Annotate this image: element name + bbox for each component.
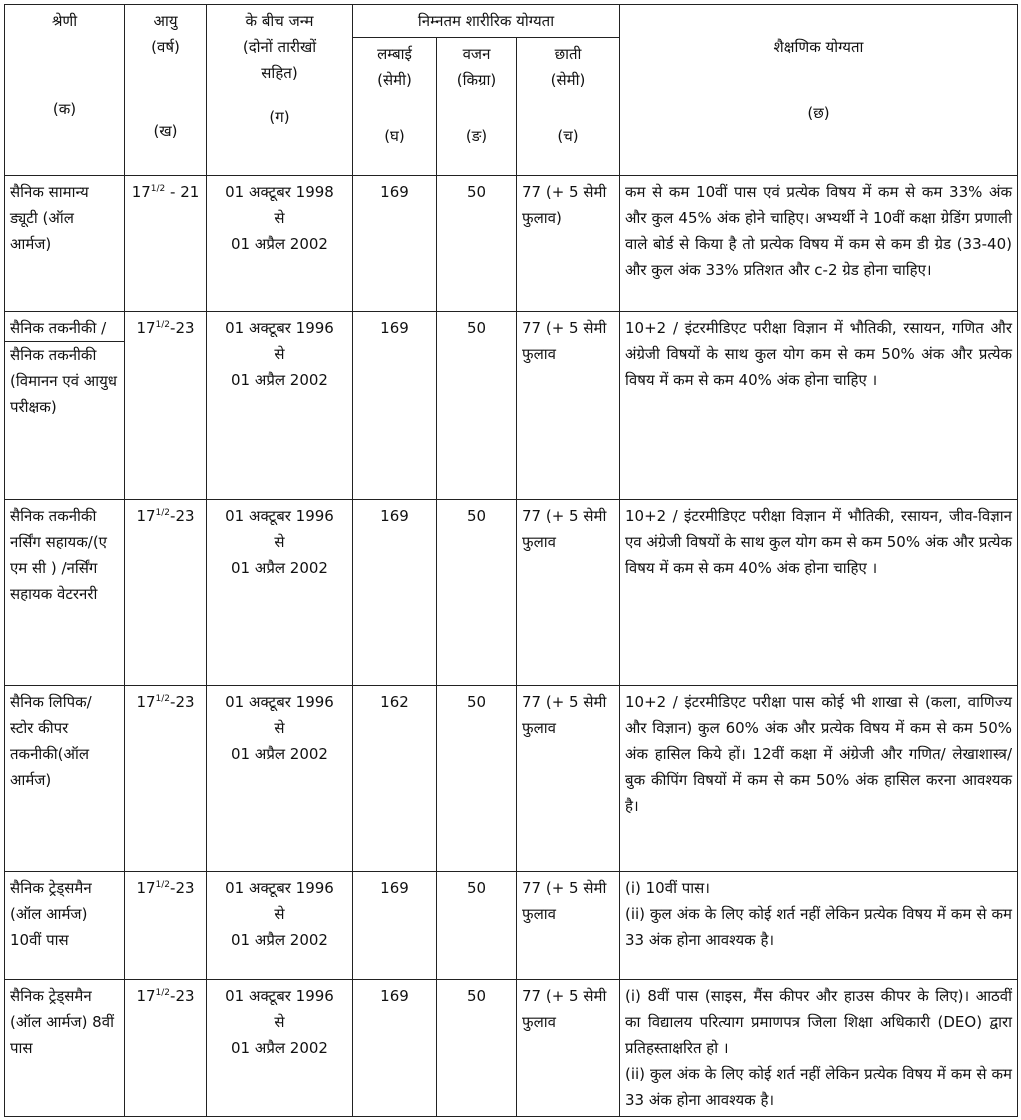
cell-born: 01 अक्टूबर 1996 से 01 अप्रैल 2002	[207, 312, 353, 500]
cell-height: 169	[353, 176, 437, 312]
cell-chest: 77 (+ 5 सेमी फुलाव	[517, 686, 620, 872]
table-row	[5, 176, 1018, 312]
table-row	[5, 312, 1018, 500]
header-weight: वजन (किग्रा) (ङ)	[437, 38, 517, 176]
cell-category: सैनिक सामान्य ड्यूटी (ऑल आर्मज)	[5, 176, 125, 312]
cell-weight: 50	[437, 176, 517, 312]
cell-age: $17^{1/2}-23$	[125, 686, 207, 872]
cell-age: $17^{1/2}-23$	[125, 980, 207, 1117]
cell-chest: 77 (+ 5 सेमी फुलाव	[517, 872, 620, 980]
cell-weight: 50	[437, 980, 517, 1117]
cell-born: 01 अक्टूबर 1996 से 01 अप्रैल 2002	[207, 686, 353, 872]
table-row	[5, 872, 1018, 980]
cell-education: कम से कम 10वीं पास एवं प्रत्येक विषय में कम से कम 33% अंक और कुल 45% अंक होने चाहिए। अभ्यर्थी ने 10वीं कक्षा ग्रेडिंग प्रणाली वाले बोर्ड से किया है तो प्रत्येक विषय में कम से कम डी ग्रेड (33-40) और कुल अंक 33% प्रतिशत और c-2 ग्रेड होना चाहिए।	[620, 176, 1018, 312]
table-row	[5, 500, 1018, 686]
cell-weight: 50	[437, 500, 517, 686]
header-born-between: के बीच जन्म (दोनों तारीखों सहित) (ग)	[207, 5, 353, 176]
cell-weight: 50	[437, 312, 517, 500]
cell-chest: 77 (+ 5 सेमी फुलाव)	[517, 176, 620, 312]
cell-chest: 77 (+ 5 सेमी फुलाव	[517, 500, 620, 686]
table-row	[5, 686, 1018, 872]
cell-age: $17^{1/2}-23$	[125, 312, 207, 500]
cell-education: 10+2 / इंटरमीडिएट परीक्षा पास कोई भी शाखा से (कला, वाणिज्य और विज्ञान) कुल 60% अंक और प्रत्येक विषय में कम से कम 50% अंक हासिल किये हों। 12वीं कक्षा में अंग्रेजी और गणित/ लेखाशास्त्र/ बुक कीपिंग विषयों में कम से कम 50% अंक हासिल करना आवश्यक है।	[620, 686, 1018, 872]
cell-education: 10+2 / इंटरमीडिएट परीक्षा विज्ञान में भौतिकी, रसायन, जीव-विज्ञान एव अंग्रेजी विषयों के साथ कुल योग कम से कम 50% अंक और प्रत्येक विषय में कम से कम 40% अंक होना चाहिए ।	[620, 500, 1018, 686]
cell-weight: 50	[437, 872, 517, 980]
cell-category: सैनिक तकनीकी नर्सिंग सहायक/(ए एम सी ) /नर्सिंग सहायक वेटरनरी	[5, 500, 125, 686]
cell-category: सैनिक ट्रेड्समैन (ऑल आर्मज) 10वीं पास	[5, 872, 125, 980]
header-height: लम्बाई (सेमी) (घ)	[353, 38, 437, 176]
table-row	[5, 980, 1018, 1117]
cell-chest: 77 (+ 5 सेमी फुलाव	[517, 980, 620, 1117]
cell-age: $17^{1/2} - 21$	[125, 176, 207, 312]
cell-age: $17^{1/2}-23$	[125, 500, 207, 686]
cell-category: सैनिक लिपिक/ स्टोर कीपर तकनीकी(ऑल आर्मज)	[5, 686, 125, 872]
eligibility-table	[4, 4, 1018, 1117]
cell-age: $17^{1/2}-23$	[125, 872, 207, 980]
cell-born: 01 अक्टूबर 1996 से 01 अप्रैल 2002	[207, 500, 353, 686]
cell-born: 01 अक्टूबर 1996 से 01 अप्रैल 2002	[207, 980, 353, 1117]
cell-born: 01 अक्टूबर 1998 से 01 अप्रैल 2002	[207, 176, 353, 312]
header-physical: निम्नतम शारीरिक योग्यता	[353, 5, 620, 38]
cell-born: 01 अक्टूबर 1996 से 01 अप्रैल 2002	[207, 872, 353, 980]
cell-chest: 77 (+ 5 सेमी फुलाव	[517, 312, 620, 500]
cell-education: 10+2 / इंटरमीडिएट परीक्षा विज्ञान में भौतिकी, रसायन, गणित और अंग्रेजी विषयों के साथ कुल योग कम से कम 50% अंक और प्रत्येक विषय में कम से कम 40% अंक होना चाहिए ।	[620, 312, 1018, 500]
header-age: आयु (वर्ष) (ख)	[125, 5, 207, 176]
cell-category: सैनिक ट्रेड्समैन (ऑल आर्मज) 8वीं पास	[5, 980, 125, 1117]
header-chest: छाती (सेमी) (च)	[517, 38, 620, 176]
cell-height: 162	[353, 686, 437, 872]
cell-height: 169	[353, 312, 437, 500]
cell-category: सैनिक तकनीकी / सैनिक तकनीकी (विमानन एवं आयुध परीक्षक)	[5, 312, 125, 500]
cell-education: (i) 10वीं पास। (ii) कुल अंक के लिए कोई शर्त नहीं लेकिन प्रत्येक विषय में कम से कम 33 अंक होना आवश्यक है।	[620, 872, 1018, 980]
cell-weight: 50	[437, 686, 517, 872]
cell-height: 169	[353, 500, 437, 686]
cell-height: 169	[353, 872, 437, 980]
cell-education: (i) 8वीं पास (साइस, मैंस कीपर और हाउस कीपर के लिए)। आठवीं का विद्यालय परित्याग प्रमाणपत्र जिला शिक्षा अधिकारी (DEO) द्वारा प्रतिहस्ताक्षरित हो । (ii) कुल अंक के लिए कोई शर्त नहीं लेकिन प्रत्येक विषय में कम से कम 33 अंक होना आवश्यक है।	[620, 980, 1018, 1117]
cell-height: 169	[353, 980, 437, 1117]
header-category: श्रेणी (क)	[5, 5, 125, 176]
header-education: शैक्षणिक योग्यता (छ)	[620, 5, 1018, 176]
